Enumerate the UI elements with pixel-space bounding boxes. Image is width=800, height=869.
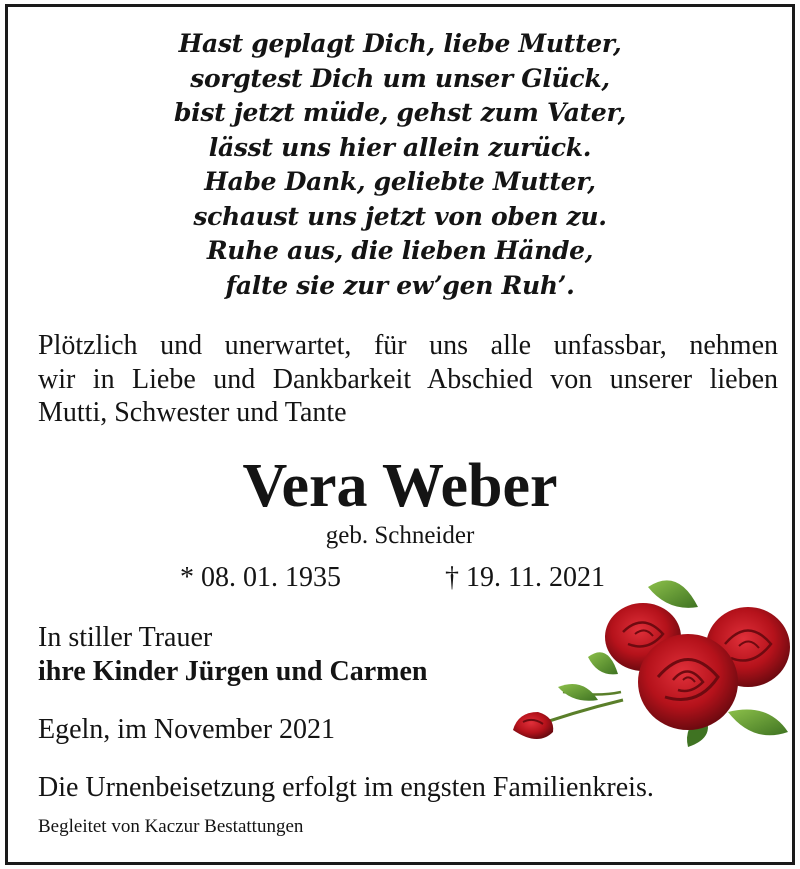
red-roses-image	[503, 562, 793, 752]
death-date: † 19. 11. 2021	[445, 562, 605, 593]
memorial-poem	[8, 27, 792, 303]
intro-line: wir in Liebe und Dankbarkeit Abschied von unserer lieben	[38, 363, 778, 395]
poem-line: Hast geplagt Dich, liebe Mutter,	[178, 29, 622, 58]
mourners-names: ihre Kinder Jürgen und Carmen	[38, 656, 428, 687]
deceased-name: Vera Weber	[242, 452, 558, 520]
intro-line: Mutti, Schwester und Tante	[38, 397, 347, 428]
place-date: Egeln, im November 2021	[38, 714, 336, 745]
maiden-name: geb. Schneider	[325, 522, 475, 549]
funeral-note: Die Urnenbeisetzung erfolgt im engsten Familienkreis.	[38, 772, 654, 803]
mourning-heading: In stiller Trauer	[38, 622, 213, 653]
poem-line: Ruhe aus, die lieben Hände,	[206, 236, 594, 265]
obituary-notice	[5, 4, 795, 865]
intro-line: Plötzlich und unerwartet, für uns alle unfassbar, nehmen	[38, 330, 778, 361]
poem-line: bist jetzt müde, gehst zum Vater,	[173, 98, 626, 127]
poem-line: Habe Dank, geliebte Mutter,	[204, 167, 596, 196]
poem-line: lässt uns hier allein zurück.	[208, 132, 592, 162]
poem-line: falte sie zur ew’gen Ruh’.	[225, 270, 575, 300]
intro-paragraph	[38, 329, 778, 430]
birth-date: * 08. 01. 1935	[180, 562, 341, 593]
poem-line: schaust uns jetzt von oben zu.	[193, 201, 607, 231]
poem-line: sorgtest Dich um unser Glück,	[190, 63, 610, 93]
undertaker-credit: Begleitet von Kaczur Bestattungen	[38, 816, 304, 837]
